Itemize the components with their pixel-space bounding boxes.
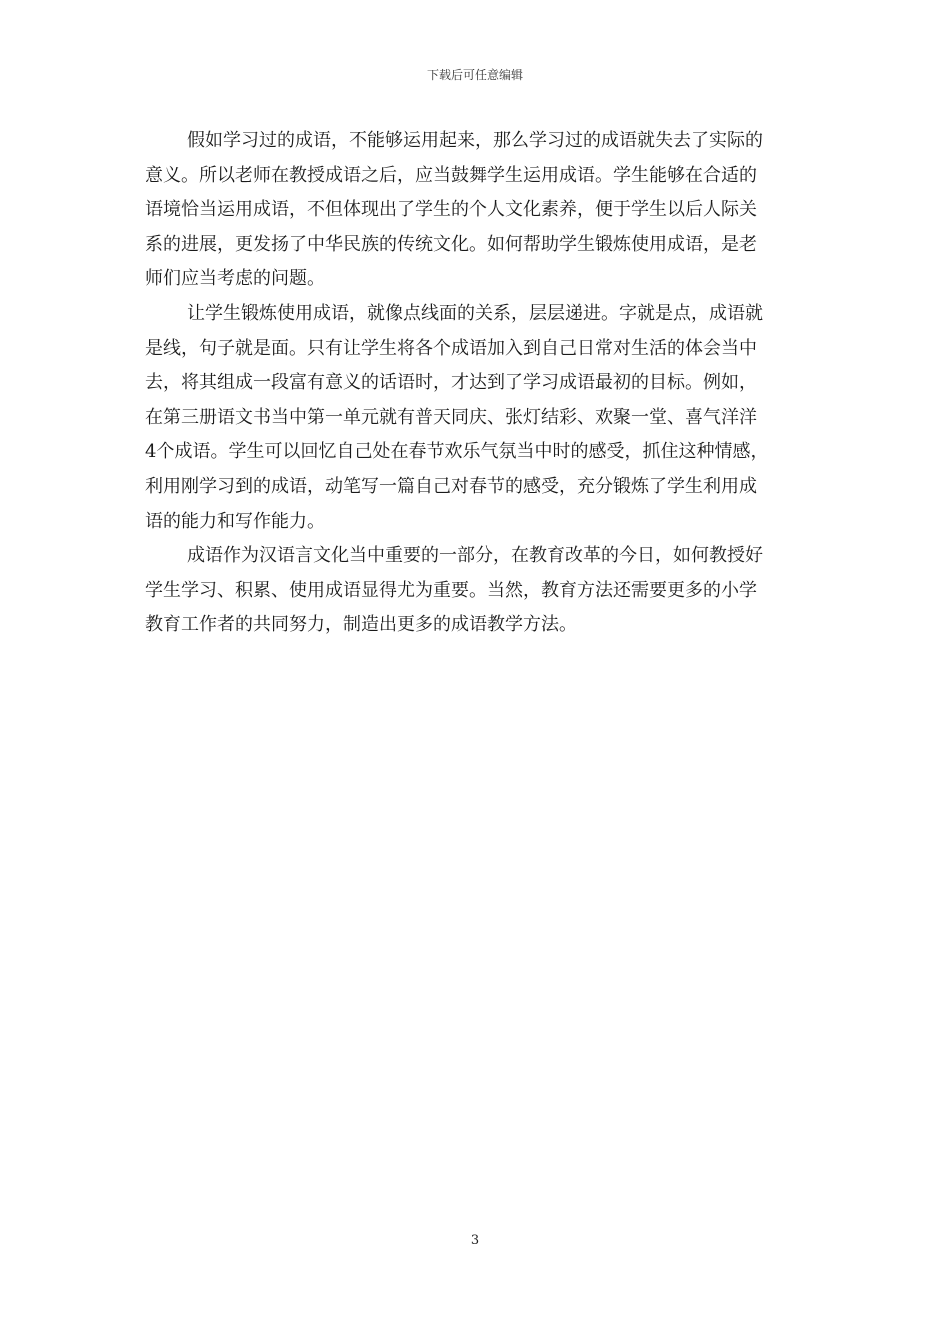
paragraph-line: 学生学习、积累、使用成语显得尤为重要。当然，教育方法还需要更多的小学 [145, 579, 757, 601]
paragraph-line: 成语作为汉语言文化当中重要的一部分，在教育改革的今日，如何教授好 [187, 545, 763, 567]
paragraph-line: 是线，句子就是面。只有让学生将各个成语加入到自己日常对生活的体会当中 [145, 337, 757, 359]
paragraph-line: 教育工作者的共同努力，制造出更多的成语教学方法。 [145, 614, 577, 636]
page-number: 3 [470, 1233, 480, 1248]
paragraph-line: 让学生锻炼使用成语，就像点线面的关系，层层递进。字就是点，成语就 [187, 302, 763, 324]
paragraph-line: 语的能力和写作能力。 [145, 510, 325, 532]
page-header-note: 下载后可任意编辑 [426, 68, 523, 82]
paragraph-line: 利用刚学习到的成语，动笔写一篇自己对春节的感受，充分锻炼了学生利用成 [145, 475, 757, 497]
paragraph-line: 假如学习过的成语，不能够运用起来，那么学习过的成语就失去了实际的 [187, 130, 763, 151]
document-body [145, 124, 809, 643]
paragraph-line: 意义。所以老师在教授成语之后，应当鼓舞学生运用成语。学生能够在合适的 [145, 164, 757, 186]
paragraph-3 [145, 539, 809, 643]
paragraph-line: 在第三册语文书当中第一单元就有普天同庆、张灯结彩、欢聚一堂、喜气洋洋 [145, 406, 757, 428]
paragraph-1 [145, 124, 809, 297]
paragraph-line: 去，将其组成一段富有意义的话语时，才达到了学习成语最初的目标。例如， [145, 372, 757, 394]
paragraph-2 [145, 297, 809, 539]
paragraph-line: 4个成语。学生可以回忆自己处在春节欢乐气氛当中时的感受，抓住这种情感， [145, 441, 769, 463]
paragraph-line: 语境恰当运用成语，不但体现出了学生的个人文化素养，便于学生以后人际关 [145, 199, 757, 221]
paragraph-line: 师们应当考虑的问题。 [145, 268, 325, 290]
paragraph-line: 系的进展，更发扬了中华民族的传统文化。如何帮助学生锻炼使用成语，是老 [145, 233, 757, 255]
